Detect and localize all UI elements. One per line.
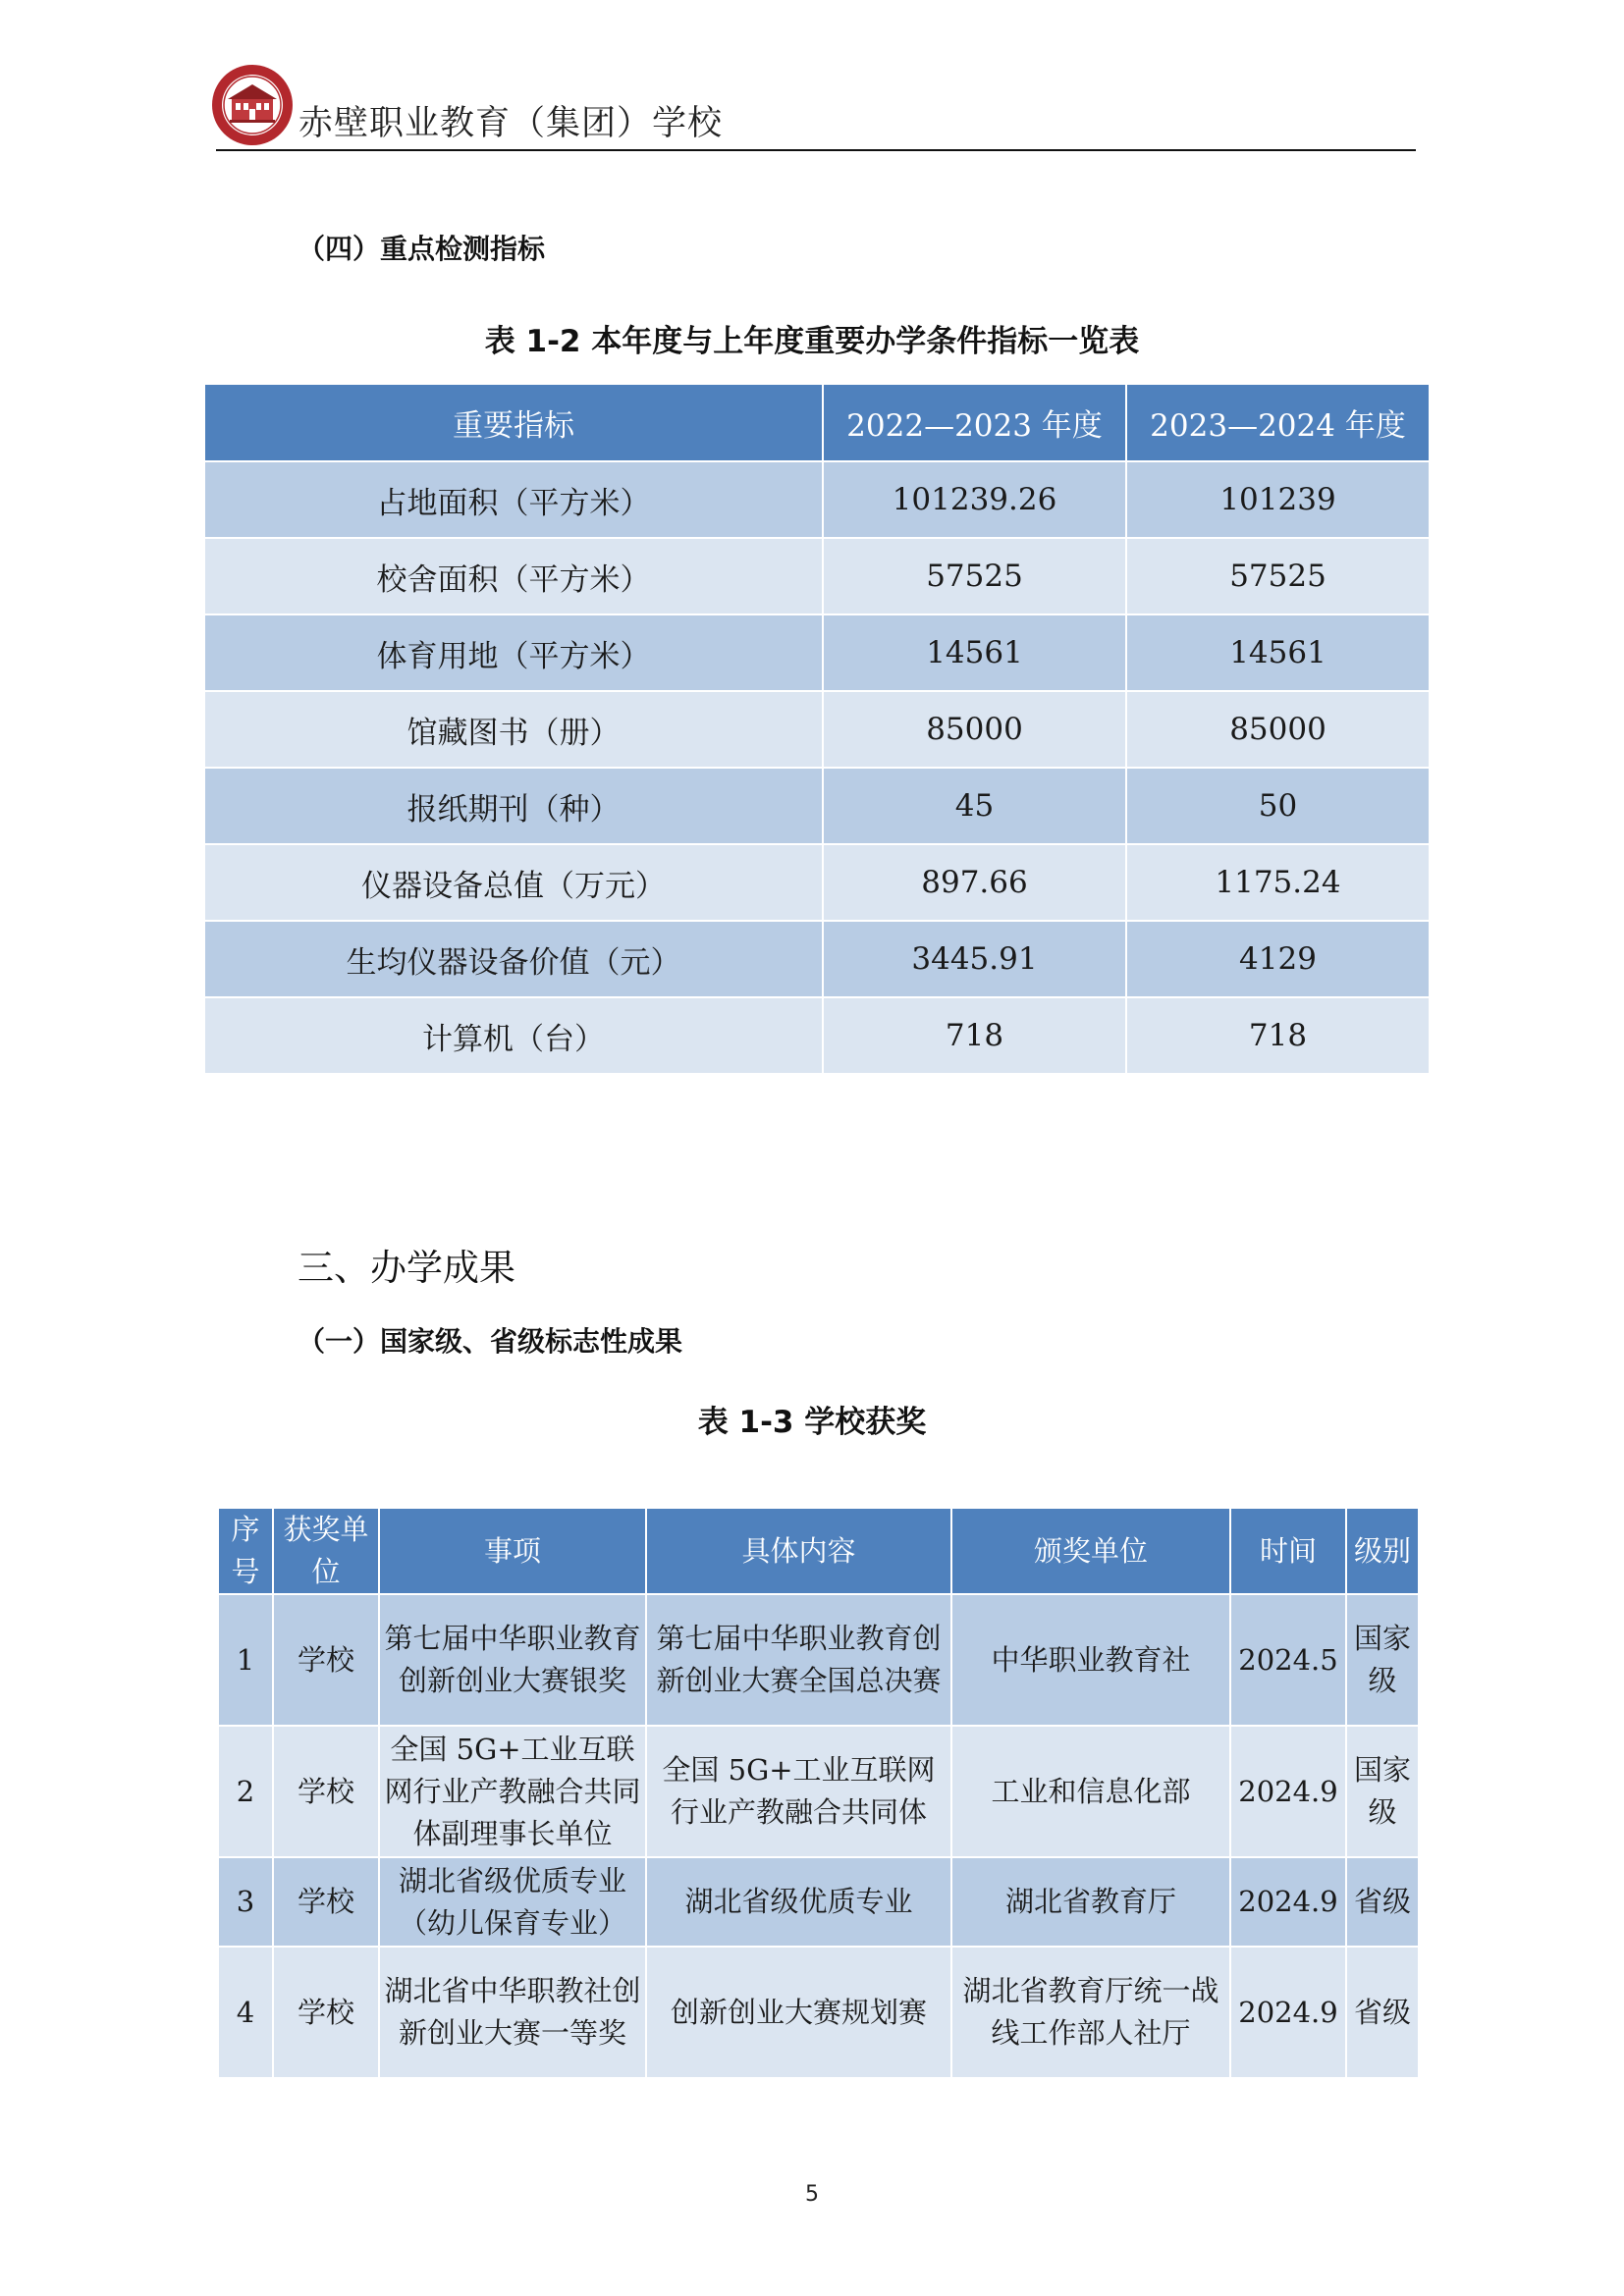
table-row bbox=[218, 1947, 1419, 2078]
table-row bbox=[204, 461, 1430, 538]
table-row bbox=[218, 1726, 1419, 1857]
level-cell: 省级 bbox=[1346, 1947, 1419, 2078]
content-cell: 第七届中华职业教育创新创业大赛全国总决赛 bbox=[646, 1594, 951, 1726]
header-item: 事项 bbox=[379, 1508, 646, 1594]
issuer-cell: 湖北省教育厅统一战线工作部人社厅 bbox=[951, 1947, 1230, 2078]
table-row bbox=[218, 1857, 1419, 1947]
subsection-heading-national-provincial: （一）国家级、省级标志性成果 bbox=[298, 1325, 683, 1358]
award-unit-cell: 学校 bbox=[273, 1594, 379, 1726]
value-2023-2024: 718 bbox=[1126, 997, 1430, 1074]
section-heading-key-indicators: （四）重点检测指标 bbox=[298, 233, 546, 265]
value-2023-2024: 50 bbox=[1126, 768, 1430, 844]
school-awards-table bbox=[217, 1507, 1420, 2079]
page-header bbox=[210, 61, 1416, 155]
school-conditions-table bbox=[203, 383, 1431, 1075]
time-cell: 2024.9 bbox=[1230, 1857, 1346, 1947]
header-indicator: 重要指标 bbox=[204, 384, 823, 461]
table-row bbox=[204, 997, 1430, 1074]
value-2022-2023: 897.66 bbox=[823, 844, 1126, 921]
item-cell: 第七届中华职业教育创新创业大赛银奖 bbox=[379, 1594, 646, 1726]
header-award-unit: 获奖单位 bbox=[273, 1508, 379, 1594]
value-2023-2024: 85000 bbox=[1126, 691, 1430, 768]
value-2023-2024: 14561 bbox=[1126, 614, 1430, 691]
header-divider bbox=[216, 149, 1416, 151]
content-cell: 全国 5G+工业互联网行业产教融合共同体 bbox=[646, 1726, 951, 1857]
indicator-name: 校舍面积（平方米） bbox=[204, 538, 823, 614]
value-2023-2024: 4129 bbox=[1126, 921, 1430, 997]
table-header-row bbox=[218, 1508, 1419, 1594]
table-row bbox=[204, 921, 1430, 997]
header-level: 级别 bbox=[1346, 1508, 1419, 1594]
table-row bbox=[204, 691, 1430, 768]
content-cell: 湖北省级优质专业 bbox=[646, 1857, 951, 1947]
table-row bbox=[204, 844, 1430, 921]
school-name: 赤壁职业教育（集团）学校 bbox=[298, 104, 724, 143]
issuer-cell: 中华职业教育社 bbox=[951, 1594, 1230, 1726]
section-heading-achievements: 三、办学成果 bbox=[298, 1247, 515, 1289]
value-2022-2023: 57525 bbox=[823, 538, 1126, 614]
content-cell: 创新创业大赛规划赛 bbox=[646, 1947, 951, 2078]
value-2022-2023: 718 bbox=[823, 997, 1126, 1074]
page-number: 5 bbox=[805, 2182, 819, 2207]
indicator-name: 仪器设备总值（万元） bbox=[204, 844, 823, 921]
table-row bbox=[218, 1594, 1419, 1726]
time-cell: 2024.5 bbox=[1230, 1594, 1346, 1726]
value-2022-2023: 85000 bbox=[823, 691, 1126, 768]
table-1-3-title: 表 1-3 学校获奖 bbox=[697, 1405, 927, 1440]
header-issuer: 颁奖单位 bbox=[951, 1508, 1230, 1594]
table-1-2-title: 表 1-2 本年度与上年度重要办学条件指标一览表 bbox=[484, 324, 1140, 359]
level-cell: 国家级 bbox=[1346, 1594, 1419, 1726]
issuer-cell: 湖北省教育厅 bbox=[951, 1857, 1230, 1947]
issuer-cell: 工业和信息化部 bbox=[951, 1726, 1230, 1857]
level-cell: 省级 bbox=[1346, 1857, 1419, 1947]
header-content: 具体内容 bbox=[646, 1508, 951, 1594]
school-logo-icon bbox=[210, 63, 295, 147]
table-row bbox=[204, 768, 1430, 844]
serial-cell: 4 bbox=[218, 1947, 273, 2078]
indicator-name: 体育用地（平方米） bbox=[204, 614, 823, 691]
table-row bbox=[204, 614, 1430, 691]
value-2022-2023: 101239.26 bbox=[823, 461, 1126, 538]
value-2022-2023: 45 bbox=[823, 768, 1126, 844]
time-cell: 2024.9 bbox=[1230, 1726, 1346, 1857]
time-cell: 2024.9 bbox=[1230, 1947, 1346, 2078]
header-2023-2024: 2023—2024 年度 bbox=[1126, 384, 1430, 461]
award-unit-cell: 学校 bbox=[273, 1726, 379, 1857]
award-unit-cell: 学校 bbox=[273, 1947, 379, 2078]
value-2022-2023: 3445.91 bbox=[823, 921, 1126, 997]
indicator-name: 生均仪器设备价值（元） bbox=[204, 921, 823, 997]
serial-cell: 1 bbox=[218, 1594, 273, 1726]
value-2023-2024: 101239 bbox=[1126, 461, 1430, 538]
indicator-name: 报纸期刊（种） bbox=[204, 768, 823, 844]
value-2023-2024: 57525 bbox=[1126, 538, 1430, 614]
value-2023-2024: 1175.24 bbox=[1126, 844, 1430, 921]
item-cell: 全国 5G+工业互联网行业产教融合共同体副理事长单位 bbox=[379, 1726, 646, 1857]
table-header-row bbox=[204, 384, 1430, 461]
indicator-name: 馆藏图书（册） bbox=[204, 691, 823, 768]
serial-cell: 2 bbox=[218, 1726, 273, 1857]
header-serial: 序号 bbox=[218, 1508, 273, 1594]
indicator-name: 计算机（台） bbox=[204, 997, 823, 1074]
indicator-name: 占地面积（平方米） bbox=[204, 461, 823, 538]
header-2022-2023: 2022—2023 年度 bbox=[823, 384, 1126, 461]
serial-cell: 3 bbox=[218, 1857, 273, 1947]
award-unit-cell: 学校 bbox=[273, 1857, 379, 1947]
header-time: 时间 bbox=[1230, 1508, 1346, 1594]
level-cell: 国家级 bbox=[1346, 1726, 1419, 1857]
item-cell: 湖北省中华职教社创新创业大赛一等奖 bbox=[379, 1947, 646, 2078]
item-cell: 湖北省级优质专业（幼儿保育专业） bbox=[379, 1857, 646, 1947]
table-row bbox=[204, 538, 1430, 614]
value-2022-2023: 14561 bbox=[823, 614, 1126, 691]
